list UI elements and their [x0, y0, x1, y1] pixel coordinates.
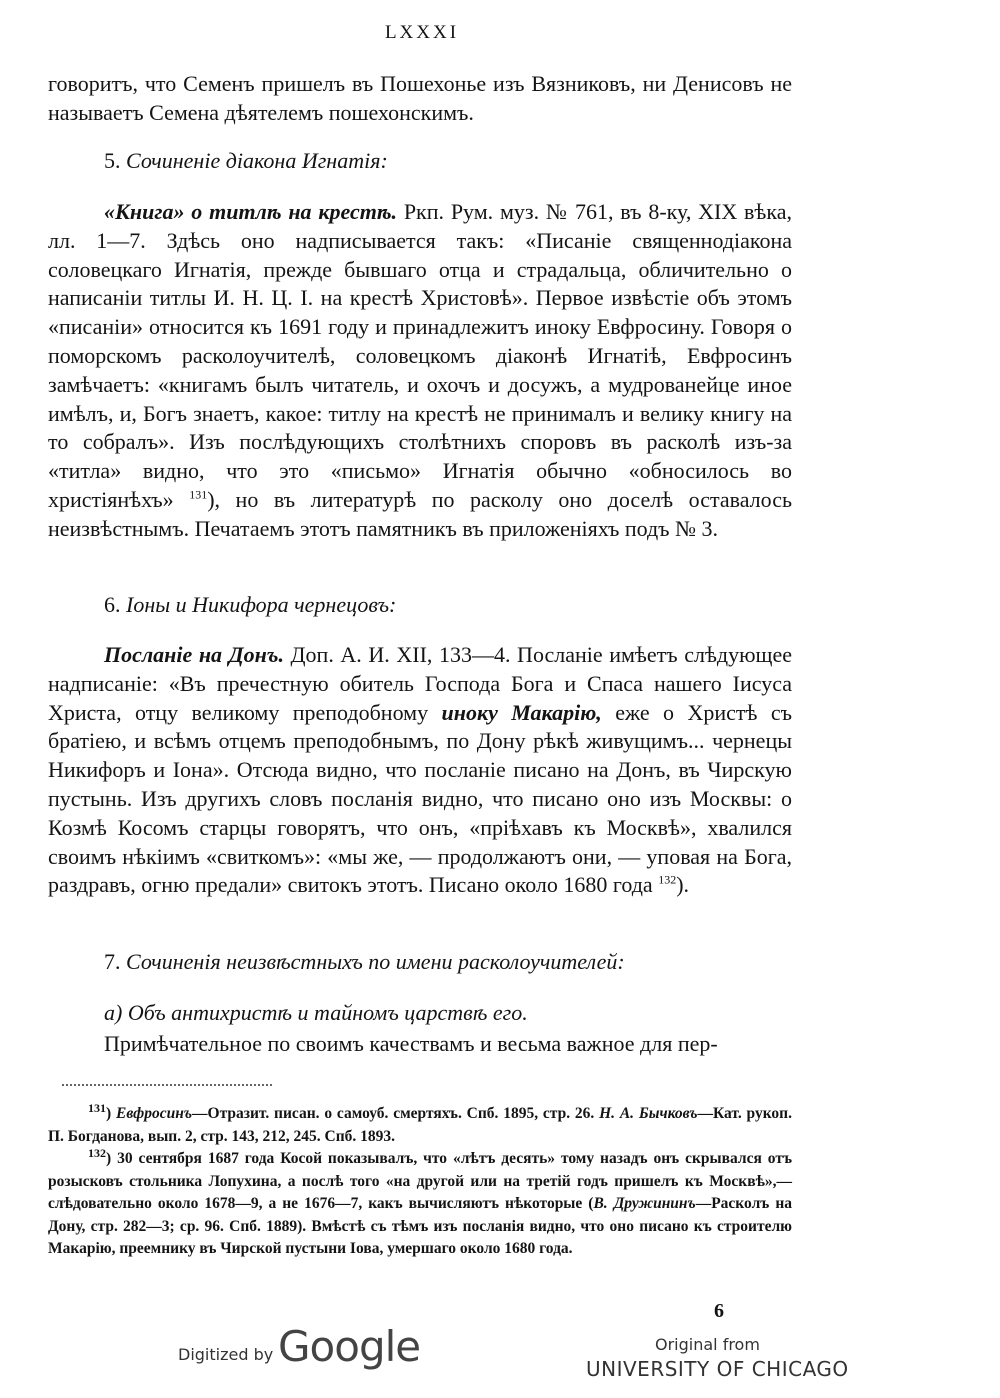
section-7-paragraph: [48, 1030, 792, 1059]
intro-paragraph-text: говоритъ, что Семенъ пришелъ въ Пошехонье изъ Вязниковъ, ни Денисовъ не называетъ Семена дѣятелемъ пошехонскимъ.: [48, 71, 792, 125]
digitized-by-label: Digitized by: [178, 1345, 274, 1364]
section-5-work-title: «Книга» о титлѣ на крестѣ.: [104, 199, 398, 224]
page-number: LXXXI: [384, 22, 460, 43]
footnote-ref-131: 131: [189, 487, 208, 502]
section-5-text-b: ), но въ литературѣ по расколу оно доселѣ оставалось неизвѣстнымъ. Печатаемъ этотъ памятникъ въ приложеніяхъ подъ № 3.: [48, 486, 793, 541]
section-6-heading: [48, 592, 396, 618]
footnote-ref-132: 132: [658, 873, 677, 888]
section-6-text-a: Доп. А. И. XII, 133—4. Посланіе имѣетъ слѣдующее надписаніе: «Въ пречестную обитель Господа Бога и Спаса нашего Іисуса Христа, отцу великому преподобному: [48, 642, 792, 725]
footnote-131-author-1: Евфросинъ: [115, 1105, 193, 1122]
footnote-131-author-2: Н. А. Бычковъ: [599, 1105, 698, 1122]
section-7a-label: а): [104, 1000, 123, 1025]
section-7-heading: [48, 949, 625, 975]
footnote-131-mark: 131: [88, 1100, 106, 1115]
footnote-divider: [62, 1084, 272, 1086]
section-5-heading: [48, 148, 388, 174]
google-logo: Google: [278, 1322, 421, 1371]
footnote-131-text-1: —Отразит. писан. о самоуб. смертяхъ. Спб. 1895, стр. 26.: [192, 1105, 600, 1122]
intro-paragraph: [48, 70, 792, 128]
section-6-text-b: еже о Христѣ съ братіею, и всѣмъ отцемъ преподобнымъ, по Дону рѣкѣ живущимъ... чернецы Никифоръ и Іона». Отсюда видно, что посланіе писано на Донъ, въ Чирскую пустынь. Изъ другихъ словъ посланія видно, что писано оно изъ Москвы: о Козмѣ Косомъ старцы говорятъ, что онъ, «пріѣхавъ къ Москвѣ», хвалился своимъ нѣкіимъ «свиткомъ»: «мы же, — продолжаютъ они, — уповая на Бога, раздравъ, огню предали» свитокъ этотъ. Писано около 1680 года: [48, 699, 792, 898]
footnote-131: $^{131}$) Евфросинъ—Отразит. писан. о самоуб. смертяхъ. Спб. 1895, стр. 26. Н. А. Бычковъ—Кат. рукоп. П. Богданова, вып. 2, стр. 143, 212, 245. Спб. 1893.: [48, 1100, 792, 1145]
section-6-text-c: ).: [676, 872, 690, 898]
footnote-131-text-2: —Кат. рукоп. П. Богданова, вып. 2, стр. 143, 212, 245. Спб. 1893.: [48, 1105, 792, 1145]
university-label: UNIVERSITY OF CHICAGO: [586, 1357, 849, 1381]
section-7-title: Сочиненія неизвѣстныхъ по имени расколоучителей:: [126, 949, 625, 974]
section-7-number: 7.: [104, 949, 121, 974]
section-6-title: Іоны и Никифора чернецовъ:: [126, 592, 397, 617]
section-7a-title: Объ антихристѣ и тайномъ царствѣ его.: [127, 1000, 528, 1025]
section-6-work-title: Посланіе на Донъ.: [104, 642, 284, 667]
footnotes: [48, 1100, 792, 1261]
footnote-132-text-2: —Расколъ на Дону, стр. 282—3; ср. 96. Спб. 1889). Вмѣстѣ съ тѣмъ изъ посланія видно, что оно писано къ строителю Макарію, преемнику въ Чирской пустыни Іова, умершаго около 1680 года.: [48, 1195, 792, 1257]
section-6-italic-name: иноку Макарію,: [441, 699, 602, 725]
section-6-number: 6.: [104, 592, 121, 617]
footnote-132: [48, 1145, 792, 1261]
footnote-132-mark: 132: [88, 1145, 106, 1160]
section-5-title: Сочиненіе діакона Игнатія:: [126, 148, 388, 173]
section-7a-heading: [48, 1000, 528, 1026]
section-5-paragraph: [48, 198, 792, 544]
original-from-label: Original from: [655, 1335, 760, 1354]
section-5-text-a: Ркп. Рум. муз. № 761, въ 8-ку, XIX вѣка, лл. 1—7. Здѣсь оно надписывается такъ: «Писаніе священнодіакона соловецкаго Игнатія, прежде бывшаго отца и страдальца, обличительно о написаніи титлы И. Н. Ц. І. на крестѣ Христовѣ». Первое извѣстіе объ этомъ «писаніи» относится къ 1691 году и принадлежитъ иноку Евфросину. Говоря о поморскомъ расколоучителѣ, соловецкомъ діаконѣ Игнатіѣ, Евфросинъ замѣчаетъ: «книгамъ былъ читатель, и охочъ и досужъ, а мудрованейце иное имѣлъ, и, Богъ знаетъ, какое: титлу на крестѣ не принималъ и велику книгу на то собралъ». Изъ послѣдующихъ столѣтнихъ споровъ въ расколѣ изъ-за «титла» видно, что это «письмо» Игнатія обычно «обносилось во христіянѣхъ»: [48, 199, 792, 512]
section-6-paragraph: [48, 641, 792, 900]
footnote-132-text-1: ) 30 сентября 1687 года Косой показывалъ, что «лѣтъ десять» тому назадъ онъ скрывался отъ розысковъ стольника Лопухина, а послѣ того «на другой или на третій годъ пришелъ къ Москвѣ»,—слѣдовательно около 1678—9, а не 1676—7, какъ вычисляютъ нѣкоторые (: [48, 1150, 792, 1212]
section-5-number: 5.: [104, 148, 121, 173]
footnote-132-author: В. Дружининъ: [593, 1195, 696, 1212]
sheet-number: 6: [714, 1300, 724, 1322]
section-7-text: Примѣчательное по своимъ качествамъ и весьма важное для пер-: [104, 1031, 718, 1056]
